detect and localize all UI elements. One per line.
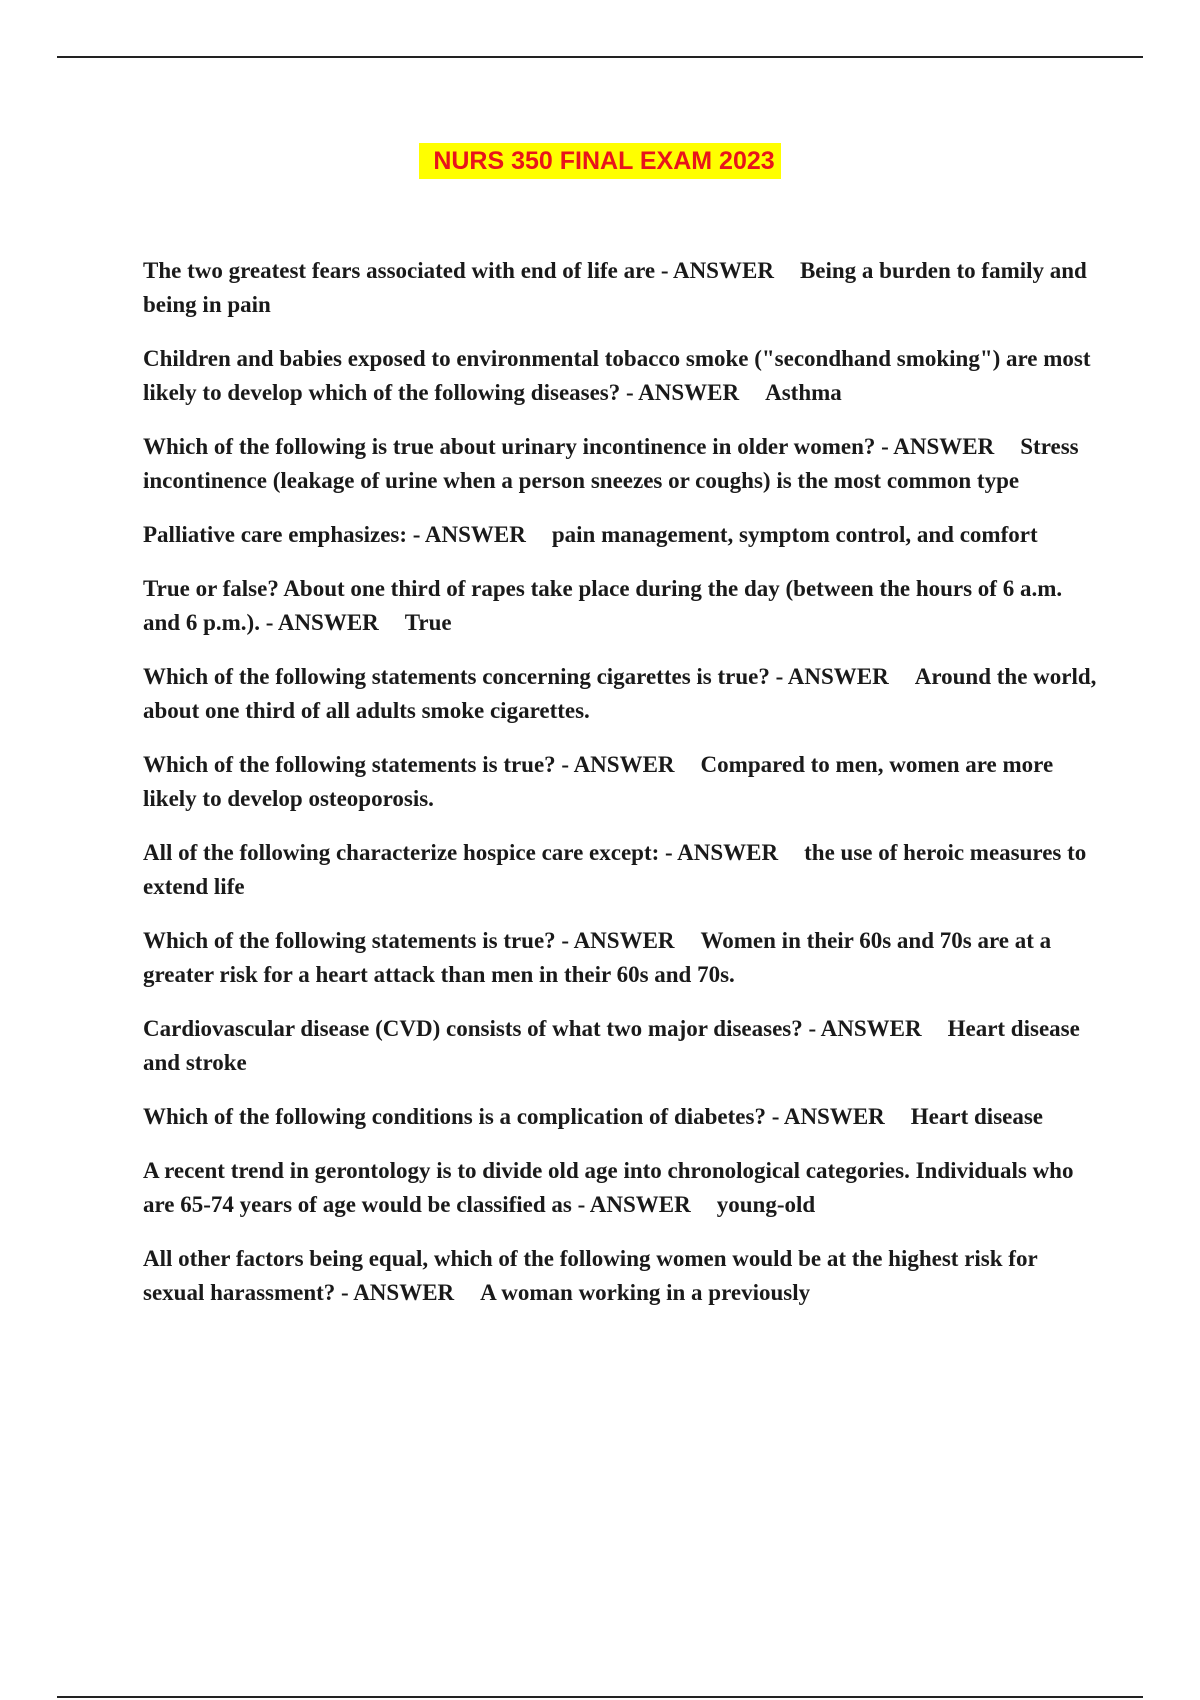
qa-item (143, 836, 1103, 904)
question-text: True or false? About one third of rapes take place during the day (between the hours of 6 a.m. and 6 p.m.). - ANSWER (143, 576, 1063, 635)
question-text: All of the following characterize hospice care except: - ANSWER (143, 840, 779, 865)
answer-text: Asthma (765, 380, 842, 405)
title-container (0, 143, 1200, 179)
qa-item (143, 254, 1103, 322)
qa-item (143, 572, 1103, 640)
qa-item (143, 1242, 1103, 1310)
question-text: Which of the following statements concerning cigarettes is true? - ANSWER (143, 664, 889, 689)
question-text: Children and babies exposed to environmental tobacco smoke ("secondhand smoking") are most likely to develop which of the following diseases? - ANSWER (143, 346, 1091, 405)
qa-item (143, 342, 1103, 410)
answer-text: Stress incontinence (leakage of urine when a person sneezes or coughs) is the most common type (143, 434, 1079, 493)
answer-text: Heart disease (910, 1104, 1044, 1129)
top-rule (57, 56, 1143, 58)
answer-text: Women in their 60s and 70s are at a greater risk for a heart attack than men in their 60s and 70s. (143, 928, 1052, 987)
question-text: A recent trend in gerontology is to divide old age into chronological categories. Individuals who are 65-74 years of age would be classified as - ANSWER (143, 1158, 1074, 1217)
answer-text: the use of heroic measures to extend life (143, 840, 1087, 899)
answer-text: Around the world, about one third of all adults smoke cigarettes. (143, 664, 1097, 723)
question-text: Which of the following is true about urinary incontinence in older women? - ANSWER (143, 434, 995, 459)
qa-item (143, 430, 1103, 498)
answer-text: pain management, symptom control, and comfort (551, 522, 1038, 547)
question-text: Cardiovascular disease (CVD) consists of what two major diseases? - ANSWER (143, 1016, 922, 1041)
qa-item (143, 924, 1103, 992)
question-text: Palliative care emphasizes: - ANSWER (143, 522, 526, 547)
answer-text: young-old (716, 1192, 816, 1217)
qa-item (143, 1100, 1103, 1134)
question-text: All other factors being equal, which of the following women would be at the highest risk for sexual harassment? - ANSWER (143, 1246, 1038, 1305)
answer-text: Heart disease and stroke (143, 1016, 1080, 1075)
qa-item (143, 1012, 1103, 1080)
answer-text: A woman working in a previously (480, 1280, 811, 1305)
question-text: Which of the following conditions is a complication of diabetes? - ANSWER (143, 1104, 885, 1129)
qa-item (143, 518, 1103, 552)
qa-item (143, 660, 1103, 728)
qa-item (143, 748, 1103, 816)
bottom-rule (57, 1696, 1143, 1698)
question-text: Which of the following statements is true? - ANSWER (143, 928, 675, 953)
question-text: Which of the following statements is true? - ANSWER (143, 752, 675, 777)
qa-list (143, 254, 1103, 1330)
answer-text: Compared to men, women are more likely to develop osteoporosis. (143, 752, 1054, 811)
answer-text: Being a burden to family and being in pain (143, 258, 1087, 317)
question-text: The two greatest fears associated with end of life are - ANSWER (143, 258, 774, 283)
qa-item (143, 1154, 1103, 1222)
answer-text: True (404, 610, 452, 635)
document-title: NURS 350 FINAL EXAM 2023 (419, 143, 780, 179)
